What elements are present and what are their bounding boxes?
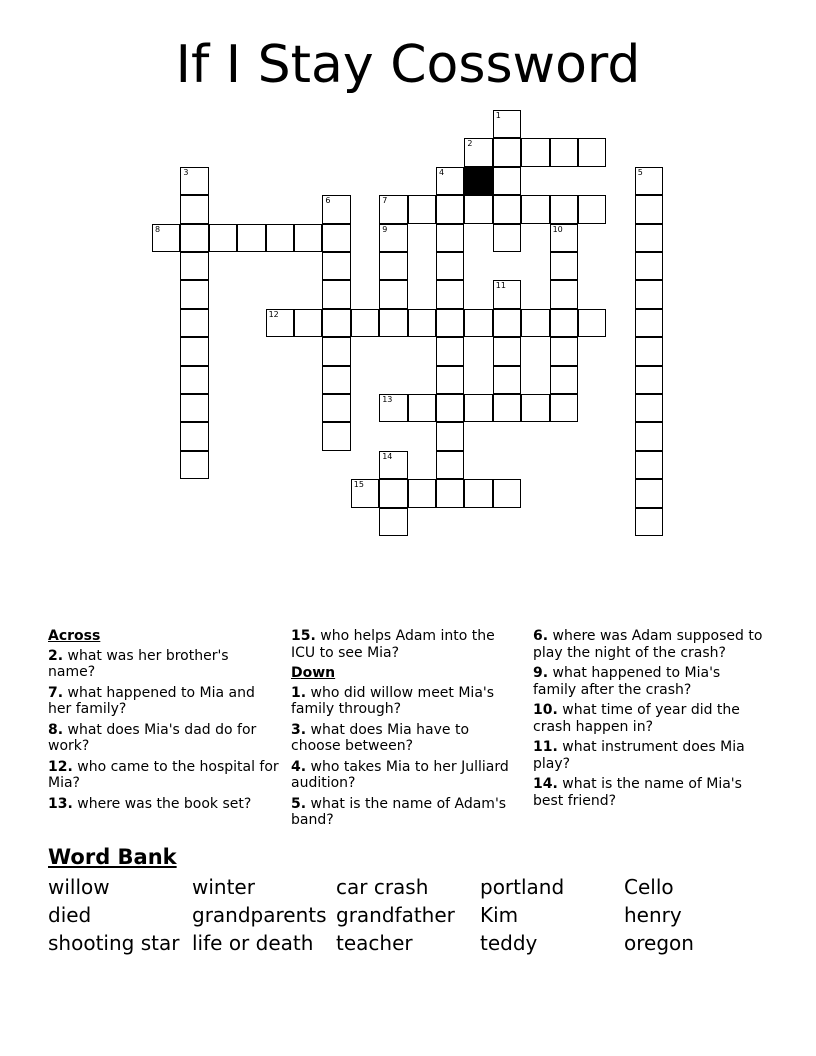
- grid-cell[interactable]: [379, 224, 407, 252]
- grid-cell[interactable]: [180, 280, 208, 308]
- clue-item-number: 8.: [48, 721, 64, 738]
- clue-number: 15: [353, 480, 364, 490]
- clue-number: 5: [637, 167, 643, 177]
- grid-cell[interactable]: [180, 309, 208, 337]
- grid-cell[interactable]: [436, 479, 464, 507]
- grid-cell[interactable]: [464, 195, 492, 223]
- clue-item: [291, 628, 523, 661]
- grid-cell[interactable]: [464, 138, 492, 166]
- grid-cell[interactable]: [180, 451, 208, 479]
- grid-cell[interactable]: [322, 309, 350, 337]
- word-bank-word: shooting star: [48, 931, 180, 955]
- grid-cell[interactable]: [635, 451, 663, 479]
- grid-cell[interactable]: [635, 422, 663, 450]
- word-bank-word: grandfather: [336, 903, 455, 927]
- grid-cell[interactable]: [408, 394, 436, 422]
- clue-item-text: who takes Mia to her Julliard audition?: [291, 758, 509, 791]
- clue-heading: Down: [291, 665, 336, 681]
- grid-cell[interactable]: [180, 422, 208, 450]
- grid-cell[interactable]: [294, 224, 322, 252]
- grid-cell[interactable]: [635, 167, 663, 195]
- word-bank-word: died: [48, 903, 92, 927]
- clue-number: 3: [183, 167, 189, 177]
- clue-item-number: 3.: [291, 721, 307, 738]
- grid-cell[interactable]: [493, 309, 521, 337]
- grid-cell[interactable]: [635, 224, 663, 252]
- grid-cell[interactable]: [493, 110, 521, 138]
- clue-item-number: 14.: [533, 776, 558, 792]
- grid-cell[interactable]: [408, 195, 436, 223]
- grid-cell[interactable]: [493, 337, 521, 365]
- grid-cell[interactable]: [550, 195, 578, 223]
- word-bank-word: oregon: [624, 931, 694, 955]
- grid-cell[interactable]: [436, 195, 464, 223]
- grid-cell[interactable]: [635, 337, 663, 365]
- clue-item-text: what happened to Mia's family after the crash?: [533, 665, 721, 698]
- grid-cell[interactable]: [578, 138, 606, 166]
- grid-cell[interactable]: [237, 224, 265, 252]
- grid-cell[interactable]: [436, 309, 464, 337]
- grid-cell[interactable]: [493, 195, 521, 223]
- grid-cell[interactable]: [436, 167, 464, 195]
- clue-item: [291, 722, 523, 755]
- word-bank-word: teddy: [480, 931, 538, 955]
- word-bank-word: winter: [192, 875, 255, 899]
- grid-cell[interactable]: [550, 337, 578, 365]
- grid-cell[interactable]: [266, 224, 294, 252]
- grid-cell[interactable]: [180, 394, 208, 422]
- grid-cell[interactable]: [180, 167, 208, 195]
- grid-cell[interactable]: [322, 394, 350, 422]
- clue-number: 6: [325, 196, 331, 206]
- clue-number: 10: [552, 224, 563, 234]
- grid-cell[interactable]: [578, 195, 606, 223]
- grid-cell[interactable]: [550, 138, 578, 166]
- grid-cell[interactable]: [351, 309, 379, 337]
- word-bank-word: Cello: [624, 875, 674, 899]
- clue-item-text: what happened to Mia and her family?: [48, 684, 255, 717]
- grid-cell[interactable]: [550, 366, 578, 394]
- grid-cell[interactable]: [379, 451, 407, 479]
- clue-item: [291, 796, 523, 829]
- clue-item-text: what does Mia have to choose between?: [291, 721, 470, 754]
- grid-cell[interactable]: [180, 252, 208, 280]
- grid-cell[interactable]: [408, 479, 436, 507]
- clue-item-text: what is the name of Mia's best friend?: [533, 776, 742, 809]
- grid-cell[interactable]: [635, 508, 663, 536]
- clue-number: 11: [495, 281, 506, 291]
- grid-cell[interactable]: [635, 366, 663, 394]
- grid-cell[interactable]: [493, 366, 521, 394]
- grid-cell[interactable]: [493, 224, 521, 252]
- clue-item-text: where was Adam supposed to play the night of the crash?: [533, 628, 763, 661]
- clue-number: 13: [382, 395, 393, 404]
- clue-item: [48, 722, 280, 755]
- grid-cell[interactable]: [493, 394, 521, 422]
- grid-cell[interactable]: [635, 252, 663, 280]
- clue-item-text: what instrument does Mia play?: [533, 739, 745, 772]
- grid-cell[interactable]: [436, 394, 464, 422]
- clue-item-number: 10.: [533, 702, 558, 718]
- grid-black-cell: [464, 167, 492, 195]
- grid-cell[interactable]: [493, 138, 521, 166]
- clue-item-number: 12.: [48, 758, 73, 775]
- clue-column-3: [533, 628, 765, 813]
- word-bank-title: Word Bank: [48, 845, 177, 869]
- clue-item-number: 15.: [291, 628, 316, 644]
- grid-cell[interactable]: [521, 195, 549, 223]
- grid-cell[interactable]: [180, 337, 208, 365]
- clue-column-2: [291, 628, 523, 833]
- clue-item: [291, 759, 523, 792]
- word-bank-word: car crash: [336, 875, 429, 899]
- clue-item: [48, 759, 280, 792]
- clue-number: 8: [155, 224, 161, 234]
- grid-cell[interactable]: [550, 252, 578, 280]
- clue-item: [291, 685, 523, 718]
- grid-cell[interactable]: [180, 366, 208, 394]
- clue-column-1: [48, 628, 280, 816]
- puzzle-title: If I Stay Cossword: [175, 35, 641, 95]
- grid-cell[interactable]: [322, 422, 350, 450]
- clue-number: 12: [268, 309, 279, 319]
- clue-item-text: what is the name of Adam's band?: [291, 795, 507, 828]
- clue-item-text: who came to the hospital for Mia?: [48, 758, 279, 791]
- grid-cell[interactable]: [635, 195, 663, 223]
- word-bank-word: Kim: [480, 903, 519, 927]
- clue-item-number: 2.: [48, 647, 64, 664]
- grid-cell[interactable]: [322, 337, 350, 365]
- clue-item-number: 5.: [291, 795, 307, 812]
- grid-cell[interactable]: [493, 280, 521, 308]
- clue-item-number: 13.: [48, 795, 73, 812]
- grid-cell[interactable]: [635, 280, 663, 308]
- clue-number: 7: [382, 196, 388, 206]
- grid-cell[interactable]: [635, 394, 663, 422]
- grid-cell[interactable]: [152, 224, 180, 252]
- clue-item-text: who did willow meet Mia's family through?: [291, 684, 495, 717]
- grid-cell[interactable]: [379, 252, 407, 280]
- grid-cell[interactable]: [550, 394, 578, 422]
- clue-number: 1: [495, 111, 501, 120]
- grid-cell[interactable]: [521, 394, 549, 422]
- clue-item-number: 4.: [291, 758, 307, 775]
- grid-cell[interactable]: [493, 479, 521, 507]
- grid-cell[interactable]: [635, 309, 663, 337]
- grid-cell[interactable]: [322, 252, 350, 280]
- clue-item-text: who helps Adam into the ICU to see Mia?: [291, 628, 495, 661]
- clue-item-text: where was the book set?: [72, 795, 252, 812]
- clue-item-number: 11.: [533, 739, 558, 755]
- clue-item-number: 6.: [533, 628, 549, 644]
- grid-cell[interactable]: [436, 451, 464, 479]
- grid-cell[interactable]: [180, 195, 208, 223]
- grid-cell[interactable]: [436, 422, 464, 450]
- clue-number: 2: [467, 139, 473, 149]
- grid-cell[interactable]: [322, 224, 350, 252]
- word-bank-word: portland: [480, 875, 565, 899]
- grid-cell[interactable]: [379, 195, 407, 223]
- grid-cell[interactable]: [550, 280, 578, 308]
- grid-cell[interactable]: [436, 366, 464, 394]
- grid-cell[interactable]: [351, 479, 379, 507]
- grid-cell[interactable]: [294, 309, 322, 337]
- clue-number: 9: [382, 224, 388, 234]
- clue-item: [533, 776, 765, 809]
- grid-cell[interactable]: [322, 366, 350, 394]
- clue-item: [48, 685, 280, 718]
- clue-item: [48, 796, 280, 813]
- grid-cell[interactable]: [209, 224, 237, 252]
- grid-cell[interactable]: [266, 309, 294, 337]
- grid-cell[interactable]: [436, 280, 464, 308]
- clue-number: 14: [382, 451, 393, 461]
- clue-item: [48, 648, 280, 681]
- grid-cell[interactable]: [379, 280, 407, 308]
- grid-cell[interactable]: [408, 309, 436, 337]
- word-bank-word: teacher: [336, 931, 413, 955]
- grid-cell[interactable]: [521, 309, 549, 337]
- grid-cell[interactable]: [379, 309, 407, 337]
- grid-cell[interactable]: [436, 224, 464, 252]
- grid-cell[interactable]: [322, 195, 350, 223]
- grid-cell[interactable]: [322, 280, 350, 308]
- clue-heading: Across: [48, 628, 101, 644]
- clue-item-text: what does Mia's dad do for work?: [48, 721, 257, 754]
- grid-cell[interactable]: [464, 479, 492, 507]
- grid-cell[interactable]: [493, 167, 521, 195]
- clue-item: [533, 665, 765, 698]
- word-bank-word: willow: [48, 875, 110, 899]
- word-bank-word: grandparents: [192, 903, 327, 927]
- grid-cell[interactable]: [464, 309, 492, 337]
- clue-item-number: 9.: [533, 665, 549, 681]
- clue-item-number: 1.: [291, 684, 307, 701]
- clue-item-text: what was her brother's name?: [48, 647, 229, 680]
- grid-cell[interactable]: [379, 394, 407, 422]
- clue-number: 4: [439, 167, 445, 177]
- grid-cell[interactable]: [436, 252, 464, 280]
- grid-cell[interactable]: [521, 138, 549, 166]
- clue-item-text: what time of year did the crash happen in?: [533, 702, 740, 735]
- grid-cell[interactable]: [578, 309, 606, 337]
- grid-cell[interactable]: [379, 479, 407, 507]
- grid-cell[interactable]: [436, 337, 464, 365]
- clue-item: [533, 739, 765, 772]
- word-bank-word: life or death: [192, 931, 314, 955]
- grid-cell[interactable]: [379, 508, 407, 536]
- grid-cell[interactable]: [635, 479, 663, 507]
- grid-cell[interactable]: [180, 224, 208, 252]
- word-bank-word: henry: [624, 903, 682, 927]
- clue-item-number: 7.: [48, 684, 64, 701]
- grid-cell[interactable]: [550, 224, 578, 252]
- clue-item: [533, 628, 765, 661]
- grid-cell[interactable]: [550, 309, 578, 337]
- clue-item: [533, 702, 765, 735]
- grid-cell[interactable]: [464, 394, 492, 422]
